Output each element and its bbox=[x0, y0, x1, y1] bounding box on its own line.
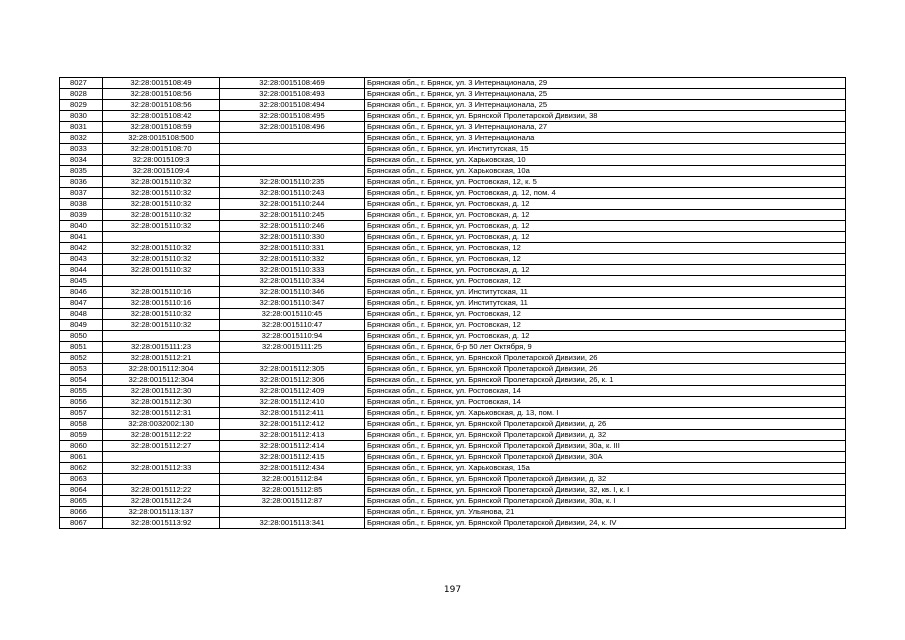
object-cadastral-number-cell: 32:28:0015112:85 bbox=[220, 485, 365, 496]
object-cadastral-number-cell: 32:28:0015108:495 bbox=[220, 111, 365, 122]
object-cadastral-number-cell: 32:28:0015112:434 bbox=[220, 463, 365, 474]
table-row bbox=[60, 144, 846, 155]
land-cadastral-number-cell: 32:28:0015112:30 bbox=[103, 397, 220, 408]
table-row bbox=[60, 463, 846, 474]
land-cadastral-number-cell: 32:28:0015110:32 bbox=[103, 309, 220, 320]
address-cell: Брянская обл., г. Брянск, ул. Институтская, 11 bbox=[365, 287, 846, 298]
row-number-cell: 8065 bbox=[60, 496, 103, 507]
land-cadastral-number-cell: 32:28:0015112:21 bbox=[103, 353, 220, 364]
row-number-cell: 8040 bbox=[60, 221, 103, 232]
address-cell: Брянская обл., г. Брянск, ул. Ульянова, 21 bbox=[365, 507, 846, 518]
land-cadastral-number-cell: 32:28:0015112:22 bbox=[103, 485, 220, 496]
row-number-cell: 8057 bbox=[60, 408, 103, 419]
address-cell: Брянская обл., г. Брянск, ул. Брянской Пролетарской Дивизии, 24, к. IV bbox=[365, 518, 846, 529]
address-cell: Брянская обл., г. Брянск, ул. Ростовская, 12 bbox=[365, 254, 846, 265]
object-cadastral-number-cell: 32:28:0015112:84 bbox=[220, 474, 365, 485]
row-number-cell: 8047 bbox=[60, 298, 103, 309]
table-row bbox=[60, 518, 846, 529]
table-row bbox=[60, 353, 846, 364]
object-cadastral-number-cell: 32:28:0015110:332 bbox=[220, 254, 365, 265]
row-number-cell: 8045 bbox=[60, 276, 103, 287]
land-cadastral-number-cell: 32:28:0015108:49 bbox=[103, 78, 220, 89]
table-row bbox=[60, 320, 846, 331]
object-cadastral-number-cell: 32:28:0015110:243 bbox=[220, 188, 365, 199]
table-row bbox=[60, 485, 846, 496]
land-cadastral-number-cell: 32:28:0015109:4 bbox=[103, 166, 220, 177]
object-cadastral-number-cell bbox=[220, 133, 365, 144]
address-cell: Брянская обл., г. Брянск, ул. Брянской Пролетарской Дивизии, д. 32 bbox=[365, 474, 846, 485]
address-cell: Брянская обл., г. Брянск, ул. 3 Интернационала, 27 bbox=[365, 122, 846, 133]
address-cell: Брянская обл., г. Брянск, ул. Ростовская, 12, к. 5 bbox=[365, 177, 846, 188]
row-number-cell: 8039 bbox=[60, 210, 103, 221]
address-cell: Брянская обл., г. Брянск, ул. Ростовская, 12 bbox=[365, 309, 846, 320]
address-cell: Брянская обл., г. Брянск, ул. Ростовская, 14 bbox=[365, 386, 846, 397]
row-number-cell: 8032 bbox=[60, 133, 103, 144]
object-cadastral-number-cell: 32:28:0015112:305 bbox=[220, 364, 365, 375]
address-cell: Брянская обл., г. Брянск, ул. Брянской Пролетарской Дивизии, 26 bbox=[365, 353, 846, 364]
address-cell: Брянская обл., г. Брянск, ул. Институтская, 15 bbox=[365, 144, 846, 155]
row-number-cell: 8038 bbox=[60, 199, 103, 210]
object-cadastral-number-cell: 32:28:0015113:341 bbox=[220, 518, 365, 529]
row-number-cell: 8054 bbox=[60, 375, 103, 386]
row-number-cell: 8060 bbox=[60, 441, 103, 452]
object-cadastral-number-cell: 32:28:0015110:94 bbox=[220, 331, 365, 342]
land-cadastral-number-cell: 32:28:0015112:27 bbox=[103, 441, 220, 452]
row-number-cell: 8067 bbox=[60, 518, 103, 529]
object-cadastral-number-cell: 32:28:0015111:25 bbox=[220, 342, 365, 353]
address-cell: Брянская обл., г. Брянск, ул. 3 Интернационала, 25 bbox=[365, 89, 846, 100]
address-cell: Брянская обл., г. Брянск, ул. Ростовская, д. 12 bbox=[365, 210, 846, 221]
address-cell: Брянская обл., г. Брянск, ул. Ростовская, д. 12 bbox=[365, 265, 846, 276]
row-number-cell: 8030 bbox=[60, 111, 103, 122]
land-cadastral-number-cell: 32:28:0015112:304 bbox=[103, 375, 220, 386]
land-cadastral-number-cell: 32:28:0032002:130 bbox=[103, 419, 220, 430]
land-cadastral-number-cell: 32:28:0015112:31 bbox=[103, 408, 220, 419]
row-number-cell: 8034 bbox=[60, 155, 103, 166]
object-cadastral-number-cell: 32:28:0015108:494 bbox=[220, 100, 365, 111]
land-cadastral-number-cell: 32:28:0015108:42 bbox=[103, 111, 220, 122]
land-cadastral-number-cell: 32:28:0015110:32 bbox=[103, 188, 220, 199]
address-cell: Брянская обл., г. Брянск, ул. Харьковская, 15а bbox=[365, 463, 846, 474]
table-row bbox=[60, 210, 846, 221]
row-number-cell: 8033 bbox=[60, 144, 103, 155]
object-cadastral-number-cell: 32:28:0015110:347 bbox=[220, 298, 365, 309]
land-cadastral-number-cell: 32:28:0015110:16 bbox=[103, 287, 220, 298]
table-row bbox=[60, 265, 846, 276]
address-cell: Брянская обл., г. Брянск, ул. Ростовская, д. 12 bbox=[365, 199, 846, 210]
object-cadastral-number-cell: 32:28:0015112:412 bbox=[220, 419, 365, 430]
address-cell: Брянская обл., г. Брянск, ул. 3 Интернационала bbox=[365, 133, 846, 144]
land-cadastral-number-cell: 32:28:0015110:32 bbox=[103, 210, 220, 221]
row-number-cell: 8031 bbox=[60, 122, 103, 133]
table-row bbox=[60, 452, 846, 463]
row-number-cell: 8059 bbox=[60, 430, 103, 441]
address-cell: Брянская обл., г. Брянск, ул. Брянской Пролетарской Дивизии, 32, кв. I, к. I bbox=[365, 485, 846, 496]
land-cadastral-number-cell: 32:28:0015108:56 bbox=[103, 100, 220, 111]
table-row bbox=[60, 111, 846, 122]
land-cadastral-number-cell: 32:28:0015108:500 bbox=[103, 133, 220, 144]
row-number-cell: 8028 bbox=[60, 89, 103, 100]
table-row bbox=[60, 177, 846, 188]
row-number-cell: 8061 bbox=[60, 452, 103, 463]
object-cadastral-number-cell: 32:28:0015110:346 bbox=[220, 287, 365, 298]
object-cadastral-number-cell: 32:28:0015110:333 bbox=[220, 265, 365, 276]
object-cadastral-number-cell: 32:28:0015110:246 bbox=[220, 221, 365, 232]
row-number-cell: 8056 bbox=[60, 397, 103, 408]
registry-table bbox=[59, 77, 846, 529]
object-cadastral-number-cell bbox=[220, 507, 365, 518]
object-cadastral-number-cell: 32:28:0015110:235 bbox=[220, 177, 365, 188]
table-row bbox=[60, 122, 846, 133]
object-cadastral-number-cell bbox=[220, 166, 365, 177]
object-cadastral-number-cell: 32:28:0015110:47 bbox=[220, 320, 365, 331]
table-row bbox=[60, 89, 846, 100]
object-cadastral-number-cell: 32:28:0015112:87 bbox=[220, 496, 365, 507]
table-row bbox=[60, 364, 846, 375]
table-row bbox=[60, 386, 846, 397]
address-cell: Брянская обл., г. Брянск, ул. 3 Интернационала, 29 bbox=[365, 78, 846, 89]
object-cadastral-number-cell: 32:28:0015110:334 bbox=[220, 276, 365, 287]
object-cadastral-number-cell: 32:28:0015108:469 bbox=[220, 78, 365, 89]
table-row bbox=[60, 133, 846, 144]
row-number-cell: 8049 bbox=[60, 320, 103, 331]
row-number-cell: 8043 bbox=[60, 254, 103, 265]
table-row bbox=[60, 375, 846, 386]
table-row bbox=[60, 430, 846, 441]
table-row bbox=[60, 100, 846, 111]
land-cadastral-number-cell: 32:28:0015108:56 bbox=[103, 89, 220, 100]
address-cell: Брянская обл., г. Брянск, ул. Брянской Пролетарской Дивизии, 26, к. 1 bbox=[365, 375, 846, 386]
land-cadastral-number-cell: 32:28:0015112:24 bbox=[103, 496, 220, 507]
row-number-cell: 8055 bbox=[60, 386, 103, 397]
address-cell: Брянская обл., г. Брянск, ул. Ростовская, д. 12, пом. 4 bbox=[365, 188, 846, 199]
address-cell: Брянская обл., г. Брянск, ул. Харьковская, д. 13, пом. I bbox=[365, 408, 846, 419]
row-number-cell: 8066 bbox=[60, 507, 103, 518]
land-cadastral-number-cell: 32:28:0015112:33 bbox=[103, 463, 220, 474]
land-cadastral-number-cell: 32:28:0015110:32 bbox=[103, 177, 220, 188]
object-cadastral-number-cell bbox=[220, 144, 365, 155]
row-number-cell: 8064 bbox=[60, 485, 103, 496]
object-cadastral-number-cell: 32:28:0015112:306 bbox=[220, 375, 365, 386]
land-cadastral-number-cell: 32:28:0015110:32 bbox=[103, 320, 220, 331]
object-cadastral-number-cell: 32:28:0015110:330 bbox=[220, 232, 365, 243]
table-row bbox=[60, 243, 846, 254]
object-cadastral-number-cell: 32:28:0015110:331 bbox=[220, 243, 365, 254]
table-row bbox=[60, 342, 846, 353]
address-cell: Брянская обл., г. Брянск, ул. Брянской Пролетарской Дивизии, 30а, к. I bbox=[365, 496, 846, 507]
address-cell: Брянская обл., г. Брянск, ул. Брянской Пролетарской Дивизии, 30а, к. III bbox=[365, 441, 846, 452]
table-row bbox=[60, 408, 846, 419]
address-cell: Брянская обл., г. Брянск, ул. Ростовская, 12 bbox=[365, 320, 846, 331]
land-cadastral-number-cell: 32:28:0015110:32 bbox=[103, 199, 220, 210]
land-cadastral-number-cell: 32:28:0015113:137 bbox=[103, 507, 220, 518]
address-cell: Брянская обл., г. Брянск, ул. Брянской Пролетарской Дивизии, д. 26 bbox=[365, 419, 846, 430]
object-cadastral-number-cell: 32:28:0015110:245 bbox=[220, 210, 365, 221]
address-cell: Брянская обл., г. Брянск, ул. Брянской Пролетарской Дивизии, д. 32 bbox=[365, 430, 846, 441]
address-cell: Брянская обл., г. Брянск, ул. Харьковская, 10 bbox=[365, 155, 846, 166]
land-cadastral-number-cell bbox=[103, 331, 220, 342]
object-cadastral-number-cell: 32:28:0015112:409 bbox=[220, 386, 365, 397]
table-row bbox=[60, 331, 846, 342]
land-cadastral-number-cell: 32:28:0015113:92 bbox=[103, 518, 220, 529]
land-cadastral-number-cell: 32:28:0015110:32 bbox=[103, 221, 220, 232]
land-cadastral-number-cell: 32:28:0015112:22 bbox=[103, 430, 220, 441]
table-row bbox=[60, 188, 846, 199]
object-cadastral-number-cell: 32:28:0015108:496 bbox=[220, 122, 365, 133]
address-cell: Брянская обл., г. Брянск, б-р 50 лет Октября, 9 bbox=[365, 342, 846, 353]
table-row bbox=[60, 309, 846, 320]
row-number-cell: 8044 bbox=[60, 265, 103, 276]
row-number-cell: 8062 bbox=[60, 463, 103, 474]
address-cell: Брянская обл., г. Брянск, ул. Ростовская, д. 12 bbox=[365, 232, 846, 243]
land-cadastral-number-cell: 32:28:0015108:70 bbox=[103, 144, 220, 155]
table-row bbox=[60, 78, 846, 89]
table-row bbox=[60, 298, 846, 309]
address-cell: Брянская обл., г. Брянск, ул. Брянской Пролетарской Дивизии, 38 bbox=[365, 111, 846, 122]
land-cadastral-number-cell: 32:28:0015112:304 bbox=[103, 364, 220, 375]
row-number-cell: 8048 bbox=[60, 309, 103, 320]
table-row bbox=[60, 276, 846, 287]
row-number-cell: 8042 bbox=[60, 243, 103, 254]
land-cadastral-number-cell: 32:28:0015110:32 bbox=[103, 254, 220, 265]
row-number-cell: 8029 bbox=[60, 100, 103, 111]
address-cell: Брянская обл., г. Брянск, ул. Харьковская, 10а bbox=[365, 166, 846, 177]
table-row bbox=[60, 232, 846, 243]
page-number: 197 bbox=[443, 585, 462, 595]
address-cell: Брянская обл., г. Брянск, ул. Ростовская, д. 12 bbox=[365, 221, 846, 232]
table-row bbox=[60, 419, 846, 430]
address-cell: Брянская обл., г. Брянск, ул. Ростовская, 14 bbox=[365, 397, 846, 408]
table-row bbox=[60, 221, 846, 232]
address-cell: Брянская обл., г. Брянск, ул. 3 Интернационала, 25 bbox=[365, 100, 846, 111]
row-number-cell: 8058 bbox=[60, 419, 103, 430]
address-cell: Брянская обл., г. Брянск, ул. Институтская, 11 bbox=[365, 298, 846, 309]
land-cadastral-number-cell bbox=[103, 452, 220, 463]
table-row bbox=[60, 496, 846, 507]
land-cadastral-number-cell: 32:28:0015110:32 bbox=[103, 243, 220, 254]
address-cell: Брянская обл., г. Брянск, ул. Брянской Пролетарской Дивизии, 26 bbox=[365, 364, 846, 375]
object-cadastral-number-cell: 32:28:0015108:493 bbox=[220, 89, 365, 100]
row-number-cell: 8052 bbox=[60, 353, 103, 364]
address-cell: Брянская обл., г. Брянск, ул. Ростовская, 12 bbox=[365, 243, 846, 254]
row-number-cell: 8053 bbox=[60, 364, 103, 375]
address-cell: Брянская обл., г. Брянск, ул. Ростовская, 12 bbox=[365, 276, 846, 287]
land-cadastral-number-cell: 32:28:0015112:30 bbox=[103, 386, 220, 397]
table-row bbox=[60, 199, 846, 210]
land-cadastral-number-cell: 32:28:0015111:23 bbox=[103, 342, 220, 353]
land-cadastral-number-cell: 32:28:0015108:59 bbox=[103, 122, 220, 133]
land-cadastral-number-cell: 32:28:0015110:16 bbox=[103, 298, 220, 309]
row-number-cell: 8041 bbox=[60, 232, 103, 243]
table-row bbox=[60, 254, 846, 265]
address-cell: Брянская обл., г. Брянск, ул. Брянской Пролетарской Дивизии, 30А bbox=[365, 452, 846, 463]
table-row bbox=[60, 474, 846, 485]
object-cadastral-number-cell: 32:28:0015112:410 bbox=[220, 397, 365, 408]
row-number-cell: 8050 bbox=[60, 331, 103, 342]
land-cadastral-number-cell bbox=[103, 232, 220, 243]
table-row bbox=[60, 166, 846, 177]
land-cadastral-number-cell bbox=[103, 474, 220, 485]
object-cadastral-number-cell bbox=[220, 155, 365, 166]
row-number-cell: 8037 bbox=[60, 188, 103, 199]
address-cell: Брянская обл., г. Брянск, ул. Ростовская, д. 12 bbox=[365, 331, 846, 342]
table-row bbox=[60, 507, 846, 518]
object-cadastral-number-cell: 32:28:0015110:244 bbox=[220, 199, 365, 210]
table-body bbox=[60, 78, 846, 529]
land-cadastral-number-cell: 32:28:0015110:32 bbox=[103, 265, 220, 276]
row-number-cell: 8063 bbox=[60, 474, 103, 485]
object-cadastral-number-cell: 32:28:0015112:415 bbox=[220, 452, 365, 463]
row-number-cell: 8036 bbox=[60, 177, 103, 188]
row-number-cell: 8051 bbox=[60, 342, 103, 353]
object-cadastral-number-cell: 32:28:0015112:411 bbox=[220, 408, 365, 419]
row-number-cell: 8035 bbox=[60, 166, 103, 177]
table-row bbox=[60, 287, 846, 298]
object-cadastral-number-cell: 32:28:0015112:413 bbox=[220, 430, 365, 441]
object-cadastral-number-cell: 32:28:0015112:414 bbox=[220, 441, 365, 452]
object-cadastral-number-cell bbox=[220, 353, 365, 364]
table-row bbox=[60, 155, 846, 166]
table-row bbox=[60, 441, 846, 452]
table-row bbox=[60, 397, 846, 408]
row-number-cell: 8046 bbox=[60, 287, 103, 298]
land-cadastral-number-cell: 32:28:0015109:3 bbox=[103, 155, 220, 166]
row-number-cell: 8027 bbox=[60, 78, 103, 89]
object-cadastral-number-cell: 32:28:0015110:45 bbox=[220, 309, 365, 320]
land-cadastral-number-cell bbox=[103, 276, 220, 287]
